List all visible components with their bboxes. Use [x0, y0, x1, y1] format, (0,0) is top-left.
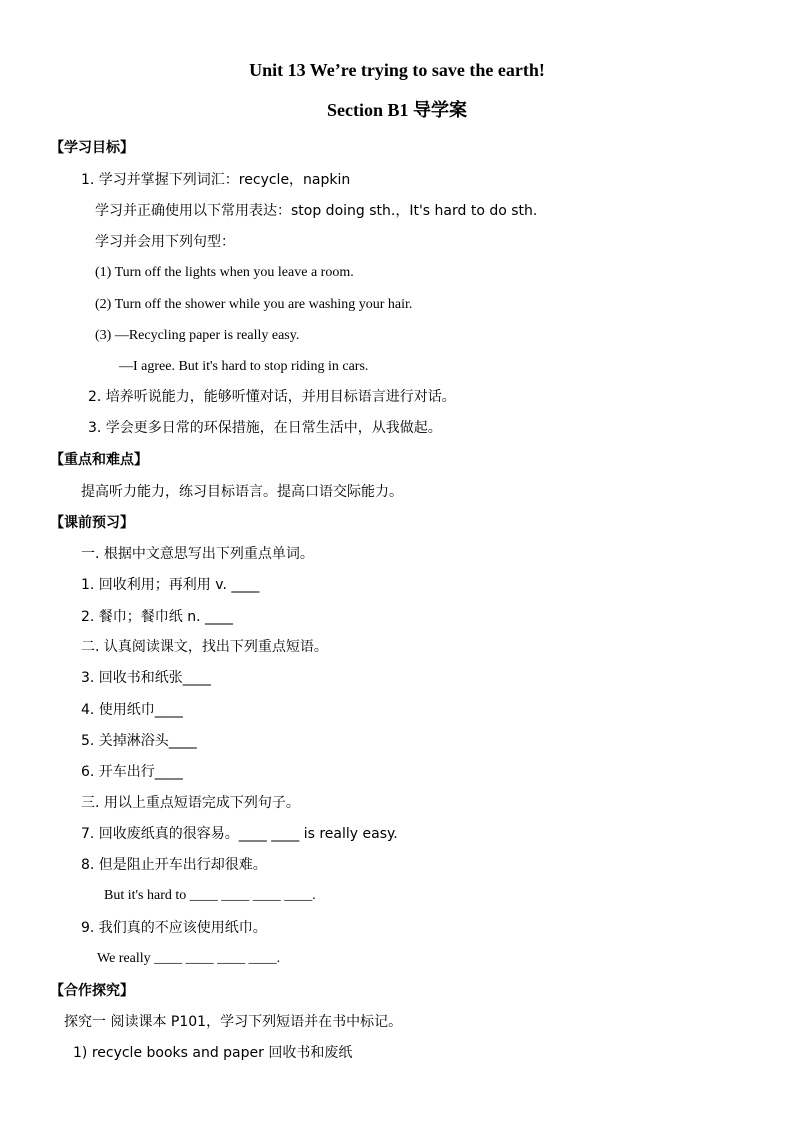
preview-heading: 【课前预习】 [50, 515, 134, 531]
key-points-text: 提高听力能力，练习目标语言。提高口语交际能力。 [81, 484, 403, 500]
sentence-3: (3) —Recycling paper is really easy. [95, 328, 300, 343]
phrase-item-4: 4. 使用纸巾____ [81, 702, 183, 718]
document-subtitle: Section B1 导学案 [326, 100, 467, 120]
sentence-item-8-blank: But it's hard to ____ ____ ____ ____. [104, 888, 316, 903]
objectives-heading: 【学习目标】 [50, 140, 134, 156]
objective-2: 2. 培养听说能力，能够听懂对话，并用目标语言进行对话。 [88, 389, 456, 405]
sentence-2: (2) Turn off the shower while you are washing your hair. [95, 297, 413, 312]
word-item-1: 1. 回收利用；再利用 v. ____ [81, 577, 260, 593]
sentence-item-9: 9. 我们真的不应该使用纸巾。 [81, 920, 267, 936]
document-title: Unit 13 We’re trying to save the earth! [249, 60, 545, 80]
phrase-item-3: 3. 回收书和纸张____ [81, 670, 211, 686]
sentence-1: (1) Turn off the lights when you leave a room. [95, 265, 354, 280]
objective-3: 3. 学会更多日常的环保措施，在日常生活中，从我做起。 [88, 420, 442, 436]
objective-sentence-patterns: 学习并会用下列句型： [95, 234, 235, 250]
key-points-heading: 【重点和难点】 [50, 452, 148, 468]
exploration-phrase-1: 1) recycle books and paper 回收书和废纸 [73, 1045, 353, 1061]
cooperation-heading: 【合作探究】 [50, 983, 134, 999]
preview-part-3: 三. 用以上重点短语完成下列句子。 [81, 795, 300, 811]
exploration-1: 探究一 阅读课本 P101，学习下列短语并在书中标记。 [64, 1014, 403, 1030]
sentence-item-7: 7. 回收废纸真的很容易。____ ____ is really easy. [81, 826, 398, 842]
phrase-item-6: 6. 开车出行____ [81, 764, 183, 780]
preview-part-2: 二. 认真阅读课文，找出下列重点短语。 [81, 639, 328, 655]
objective-expressions: 学习并正确使用以下常用表达：stop doing sth.，It's hard to do sth. [95, 203, 538, 219]
word-item-2: 2. 餐巾；餐巾纸 n. ____ [81, 609, 234, 625]
sentence-3-reply: —I agree. But it's hard to stop riding in cars. [119, 359, 369, 374]
sentence-item-8: 8. 但是阻止开车出行却很难。 [81, 857, 267, 873]
preview-part-1: 一. 根据中文意思写出下列重点单词。 [81, 546, 314, 562]
sentence-item-9-blank: We really ____ ____ ____ ____. [97, 951, 281, 966]
objective-1: 1. 学习并掌握下列词汇：recycle，napkin [81, 172, 351, 188]
phrase-item-5: 5. 关掉淋浴头____ [81, 733, 197, 749]
